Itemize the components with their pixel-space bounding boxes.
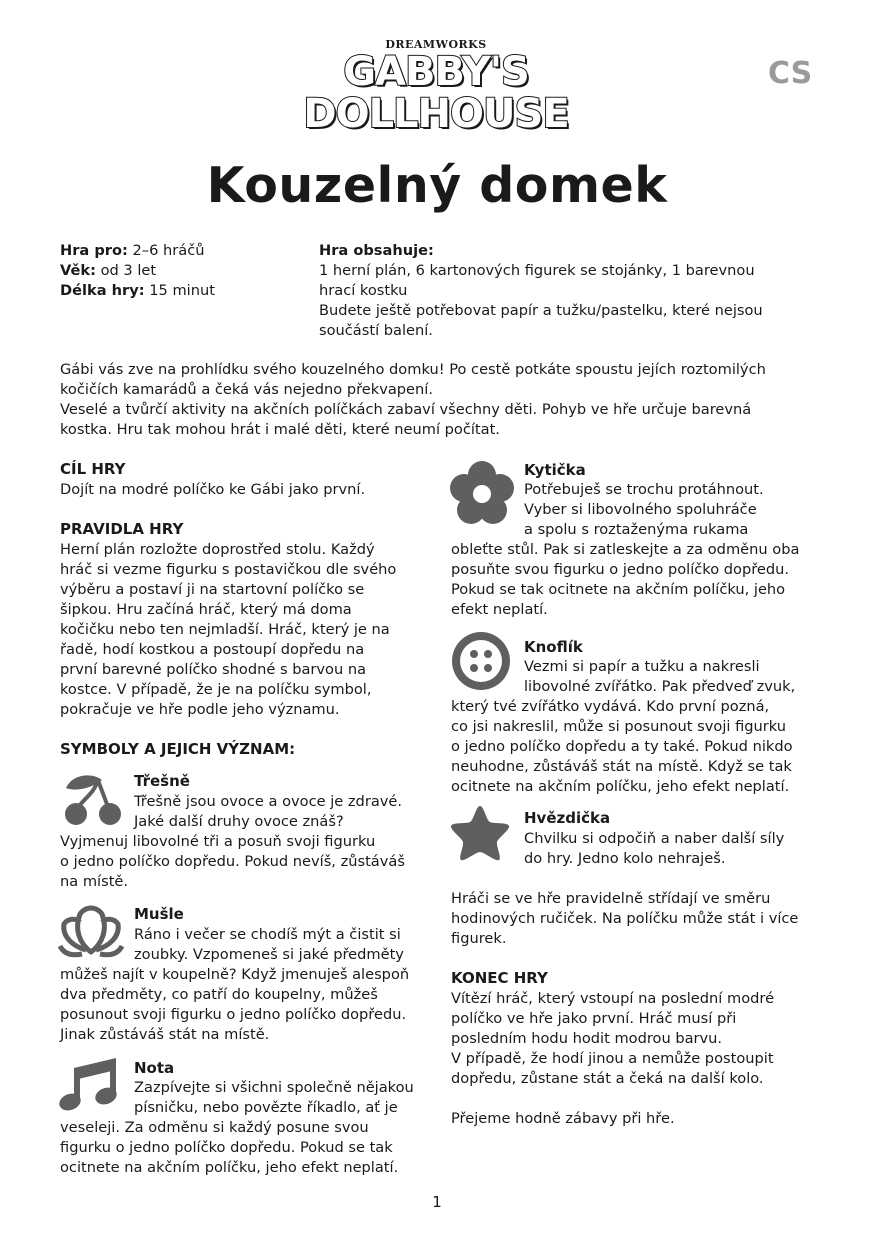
intro-line: kostka. Hru tak mohou hrát i malé děti, které neumí počítat. bbox=[60, 421, 500, 438]
button-line: ocitnete na akčním políčku, jeho efekt neplatí. bbox=[451, 778, 790, 795]
end-heading: KONEC HRY bbox=[451, 969, 548, 987]
goal-text: Dojít na modré políčko ke Gábi jako první. bbox=[60, 481, 366, 498]
shell-line: Ráno i večer se chodíš mýt a čistit si bbox=[134, 926, 401, 943]
cherry-line: o jedno políčko dopředu. Pokud nevíš, zůstáváš bbox=[60, 853, 405, 870]
closing-text: Přejeme hodně zábavy při hře. bbox=[451, 1110, 675, 1127]
flower-title: Kytička bbox=[524, 461, 586, 479]
intro-line: kočičích kamarádů a čeká vás nejedno překvapení. bbox=[60, 381, 433, 398]
players-value: 2–6 hráčů bbox=[132, 242, 205, 259]
turns-line: Hráči se ve hře pravidelně střídají ve směru bbox=[451, 890, 771, 907]
shell-line: posunout svoji figurku o jedno políčko dopředu. bbox=[60, 1006, 407, 1023]
players-label: Hra pro: bbox=[60, 242, 128, 259]
shell-title: Mušle bbox=[134, 905, 184, 923]
rules-line: hráč si vezme figurku s postavičkou dle svého bbox=[60, 561, 397, 578]
flower-line: obleťte stůl. Pak si zatleskejte a za odměnu oba bbox=[451, 541, 800, 558]
cherry-line: Třešně jsou ovoce a ovoce je zdravé. bbox=[134, 793, 403, 810]
flower-line: Vyber si libovolného spoluhráče bbox=[524, 501, 757, 518]
shell-icon bbox=[58, 904, 124, 960]
cherry-line: na místě. bbox=[60, 873, 129, 890]
turns-line: hodinových ručiček. Na políčku může stát i více bbox=[451, 910, 799, 927]
flower-line: a spolu s roztaženýma rukama bbox=[524, 521, 749, 538]
duration-value: 15 minut bbox=[149, 282, 215, 299]
flower-line: posuňte svou figurku o jedno políčko dopředu. bbox=[451, 561, 790, 578]
contents-label: Hra obsahuje: bbox=[319, 242, 434, 259]
end-line: políčko ve hře jako první. Hráč musí při bbox=[451, 1010, 737, 1027]
goal-heading: CÍL HRY bbox=[60, 460, 126, 478]
cherry-line: Jaké další druhy ovoce znáš? bbox=[134, 813, 344, 830]
age-info bbox=[60, 261, 156, 281]
flower-icon bbox=[448, 460, 516, 528]
duration-info bbox=[60, 281, 215, 301]
end-line: Vítězí hráč, který vstoupí na poslední modré bbox=[451, 990, 775, 1007]
rules-line: kočičku nebo ten nejmladší. Hráč, který je na bbox=[60, 621, 390, 638]
language-code: CS bbox=[768, 56, 813, 91]
page-number: 1 bbox=[432, 1193, 442, 1211]
turns-line: figurek. bbox=[451, 930, 507, 947]
contents-line: 1 herní plán, 6 kartonových figurek se stojánky, 1 barevnou bbox=[319, 262, 755, 279]
note-line: figurku o jedno políčko dopředu. Pokud se tak bbox=[60, 1139, 393, 1156]
rules-line: výběru a postaví ji na startovní políčko se bbox=[60, 581, 365, 598]
cherry-line: Vyjmenuj libovolné tři a posuň svoji figurku bbox=[60, 833, 376, 850]
button-title: Knoflík bbox=[524, 638, 583, 656]
contents-text bbox=[319, 261, 763, 341]
shell-line: dva předměty, co patří do koupelny, můžeš bbox=[60, 986, 378, 1003]
star-icon bbox=[448, 802, 512, 864]
shell-line: můžeš najít v koupelně? Když jmenuješ alespoň bbox=[60, 966, 410, 983]
players-info bbox=[60, 241, 204, 261]
button-line: Vezmi si papír a tužku a nakresli bbox=[524, 658, 760, 675]
end-text bbox=[451, 989, 774, 1089]
rules-text bbox=[60, 540, 396, 720]
end-line: dopředu, zůstane stát a čeká na další kolo. bbox=[451, 1070, 764, 1087]
gabbys-dollhouse-logo bbox=[300, 38, 572, 138]
logo-line-2: DOLLHOUSE bbox=[303, 91, 569, 137]
rules-line: šipkou. Hru začíná hráč, který má doma bbox=[60, 601, 352, 618]
intro-line: Veselé a tvůrčí aktivity na akčních políčkách zabaví všechny děti. Pohyb ve hře určuje barevná bbox=[60, 401, 752, 418]
button-line: co jsi nakreslil, může si posunout svoji figurku bbox=[451, 718, 787, 735]
note-line: veseleji. Za odměnu si každý posune svou bbox=[60, 1119, 369, 1136]
end-line: posledním hodu hodit modrou barvu. bbox=[451, 1030, 723, 1047]
symbols-heading: SYMBOLY A JEJICH VÝZNAM: bbox=[60, 740, 296, 758]
shell-line: zoubky. Vzpomeneš si jaké předměty bbox=[134, 946, 404, 963]
page-title: Kouzelný domek bbox=[206, 157, 668, 214]
cherry-icon bbox=[58, 770, 126, 826]
shell-line: Jinak zůstáváš stát na místě. bbox=[60, 1026, 270, 1043]
flower-line: Potřebuješ se trochu protáhnout. bbox=[524, 481, 764, 498]
button-line: o jedno políčko dopředu a ty také. Pokud nikdo bbox=[451, 738, 793, 755]
button-icon bbox=[450, 630, 512, 692]
button-line: který tvé zvířátko vydává. Kdo první pozná, bbox=[451, 698, 770, 715]
button-line: neuhodne, zůstáváš stát na místě. Když se tak bbox=[451, 758, 792, 775]
note-title: Nota bbox=[134, 1059, 175, 1077]
contents-line: hrací kostku bbox=[319, 282, 408, 299]
intro-line: Gábi vás zve na prohlídku svého kouzelného domku! Po cestě potkáte spoustu jejích roztomilých bbox=[60, 361, 766, 378]
note-line: ocitnete na akčním políčku, jeho efekt neplatí. bbox=[60, 1159, 399, 1176]
duration-label: Délka hry: bbox=[60, 282, 145, 299]
flower-line: Pokud se tak ocitnete na akčním políčku, jeho bbox=[451, 581, 786, 598]
rules-line: první barevné políčko shodné s barvou na bbox=[60, 661, 367, 678]
dreamworks-brand: DREAMWORKS bbox=[385, 38, 487, 51]
age-value: od 3 let bbox=[100, 262, 157, 279]
turns-text bbox=[451, 889, 798, 949]
rules-line: řadě, hodí kostkou a postoupí dopředu na bbox=[60, 641, 365, 658]
star-line: do hry. Jedno kolo nehraješ. bbox=[524, 850, 726, 867]
star-title: Hvězdička bbox=[524, 809, 611, 827]
cherry-title: Třešně bbox=[134, 772, 190, 790]
music-note-icon bbox=[56, 1056, 122, 1114]
end-line: V případě, že hodí jinou a nemůže postoupit bbox=[451, 1050, 774, 1067]
rules-line: pokračuje ve hře podle jeho významu. bbox=[60, 701, 340, 718]
note-line: písničku, nebo povězte říkadlo, ať je bbox=[134, 1099, 398, 1116]
rules-line: Herní plán rozložte doprostřed stolu. Každý bbox=[60, 541, 375, 558]
age-label: Věk: bbox=[60, 262, 96, 279]
logo-line-1: GABBY'S bbox=[343, 49, 529, 95]
rules-line: kostce. V případě, že je na políčku symbol, bbox=[60, 681, 372, 698]
contents-line: Budete ještě potřebovat papír a tužku/pastelku, které nejsou bbox=[319, 302, 763, 319]
button-line: libovolné zvířátko. Pak předveď zvuk, bbox=[524, 678, 796, 695]
star-line: Chvilku si odpočiň a naber další síly bbox=[524, 830, 785, 847]
flower-line: efekt neplatí. bbox=[451, 601, 548, 618]
rules-heading: PRAVIDLA HRY bbox=[60, 520, 184, 538]
note-line: Zazpívejte si všichni společně nějakou bbox=[134, 1079, 414, 1096]
contents-line: součástí balení. bbox=[319, 322, 433, 339]
intro-paragraph bbox=[60, 360, 766, 440]
